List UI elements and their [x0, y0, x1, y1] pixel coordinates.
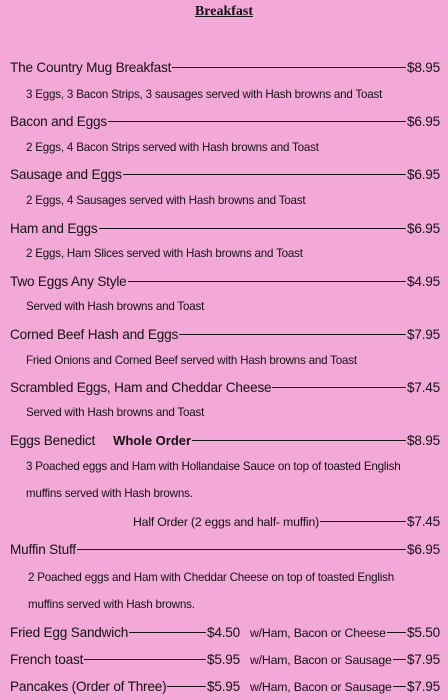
item-option: w/Ham, Bacon or Cheese [250, 626, 386, 640]
menu-item-row [10, 433, 440, 448]
item-name: Scrambled Eggs, Ham and Cheddar Cheese [10, 380, 272, 395]
dotted-leader [128, 281, 406, 282]
menu-item-row [10, 679, 440, 694]
item-description: 2 Eggs, 4 Sausages served with Hash browns and Toast [26, 194, 306, 207]
dotted-leader [77, 549, 406, 550]
dotted-leader [108, 121, 406, 122]
menu-item-row [10, 60, 440, 75]
item-description: 2 Eggs, Ham Slices served with Hash browns and Toast [26, 247, 303, 260]
item-name: Ham and Eggs [10, 221, 98, 236]
item-description: 2 Poached eggs and Ham with Cheddar Cheese on top of toasted English [28, 571, 395, 584]
menu-title: Breakfast [194, 4, 254, 19]
item-price: $6.95 [406, 114, 440, 129]
item-description: muffins served with Hash browns. [26, 487, 193, 500]
item-price: $6.95 [406, 167, 440, 182]
item-description: 3 Eggs, 3 Bacon Strips, 3 sausages served with Hash browns and Toast [26, 88, 383, 101]
item-price: $7.45 [406, 380, 440, 395]
dotted-leader [179, 334, 406, 335]
dotted-leader [393, 686, 406, 687]
half-order-label: Half Order (2 eggs and half- muffin) [133, 515, 319, 529]
dotted-leader [123, 174, 406, 175]
menu-item-row [10, 327, 440, 342]
item-price: $5.95 [206, 679, 240, 694]
item-name: Sausage and Eggs [10, 167, 122, 182]
item-name: French toast [10, 652, 84, 667]
item-option: w/Ham, Bacon or Sausage [250, 680, 392, 694]
menu-item-row [10, 380, 440, 395]
item-name: Bacon and Eggs [10, 114, 107, 129]
menu-item-row [10, 652, 440, 667]
dotted-leader [387, 632, 406, 633]
dotted-leader [167, 686, 206, 687]
item-price: $5.95 [206, 652, 240, 667]
item-name: Muffin Stuff [10, 542, 76, 557]
item-price: $4.50 [206, 625, 240, 640]
item-description: Fried Onions and Corned Beef served with Hash browns and Toast [26, 354, 357, 367]
menu-item-row [10, 114, 440, 129]
item-description: 2 Eggs, 4 Bacon Strips served with Hash browns and Toast [26, 141, 319, 154]
item-price: $4.95 [406, 274, 440, 289]
menu-item-row [10, 542, 440, 557]
item-description: Served with Hash browns and Toast [26, 406, 205, 419]
item-price: $6.95 [406, 221, 440, 236]
item-description: muffins served with Hash browns. [28, 598, 195, 611]
item-name: The Country Mug Breakfast [10, 60, 172, 75]
item-description: 3 Poached eggs and Ham with Hollandaise Sauce on top of toasted English [26, 460, 401, 473]
dotted-leader [99, 228, 406, 229]
dotted-leader [393, 659, 406, 660]
menu-item-row [10, 274, 440, 289]
item-name: Fried Egg Sandwich [10, 625, 129, 640]
option-price: $7.95 [406, 652, 440, 667]
item-price: $6.95 [406, 542, 440, 557]
item-name: Corned Beef Hash and Eggs [10, 327, 179, 342]
item-description: Served with Hash browns and Toast [26, 300, 205, 313]
dotted-leader [272, 387, 406, 388]
option-price: $5.50 [406, 625, 440, 640]
dotted-leader [84, 659, 206, 660]
item-name: Pancakes (Order of Three) [10, 679, 167, 694]
half-order-row [133, 514, 440, 529]
whole-order-label: Whole Order [113, 433, 192, 448]
dotted-leader [320, 521, 406, 522]
option-price: $7.95 [406, 679, 440, 694]
item-price: $7.95 [406, 327, 440, 342]
menu-item-row [10, 625, 440, 640]
dotted-leader [129, 632, 206, 633]
item-price: $7.45 [406, 514, 440, 529]
item-name: Two Eggs Any Style [10, 274, 127, 289]
dotted-leader [172, 67, 406, 68]
item-option: w/Ham, Bacon or Sausage [250, 653, 392, 667]
item-price: $8.95 [406, 60, 440, 75]
item-name: Eggs Benedict [10, 433, 96, 448]
item-price: $8.95 [406, 433, 440, 448]
menu-item-row [10, 167, 440, 182]
dotted-leader [192, 440, 406, 441]
menu-item-row [10, 221, 440, 236]
